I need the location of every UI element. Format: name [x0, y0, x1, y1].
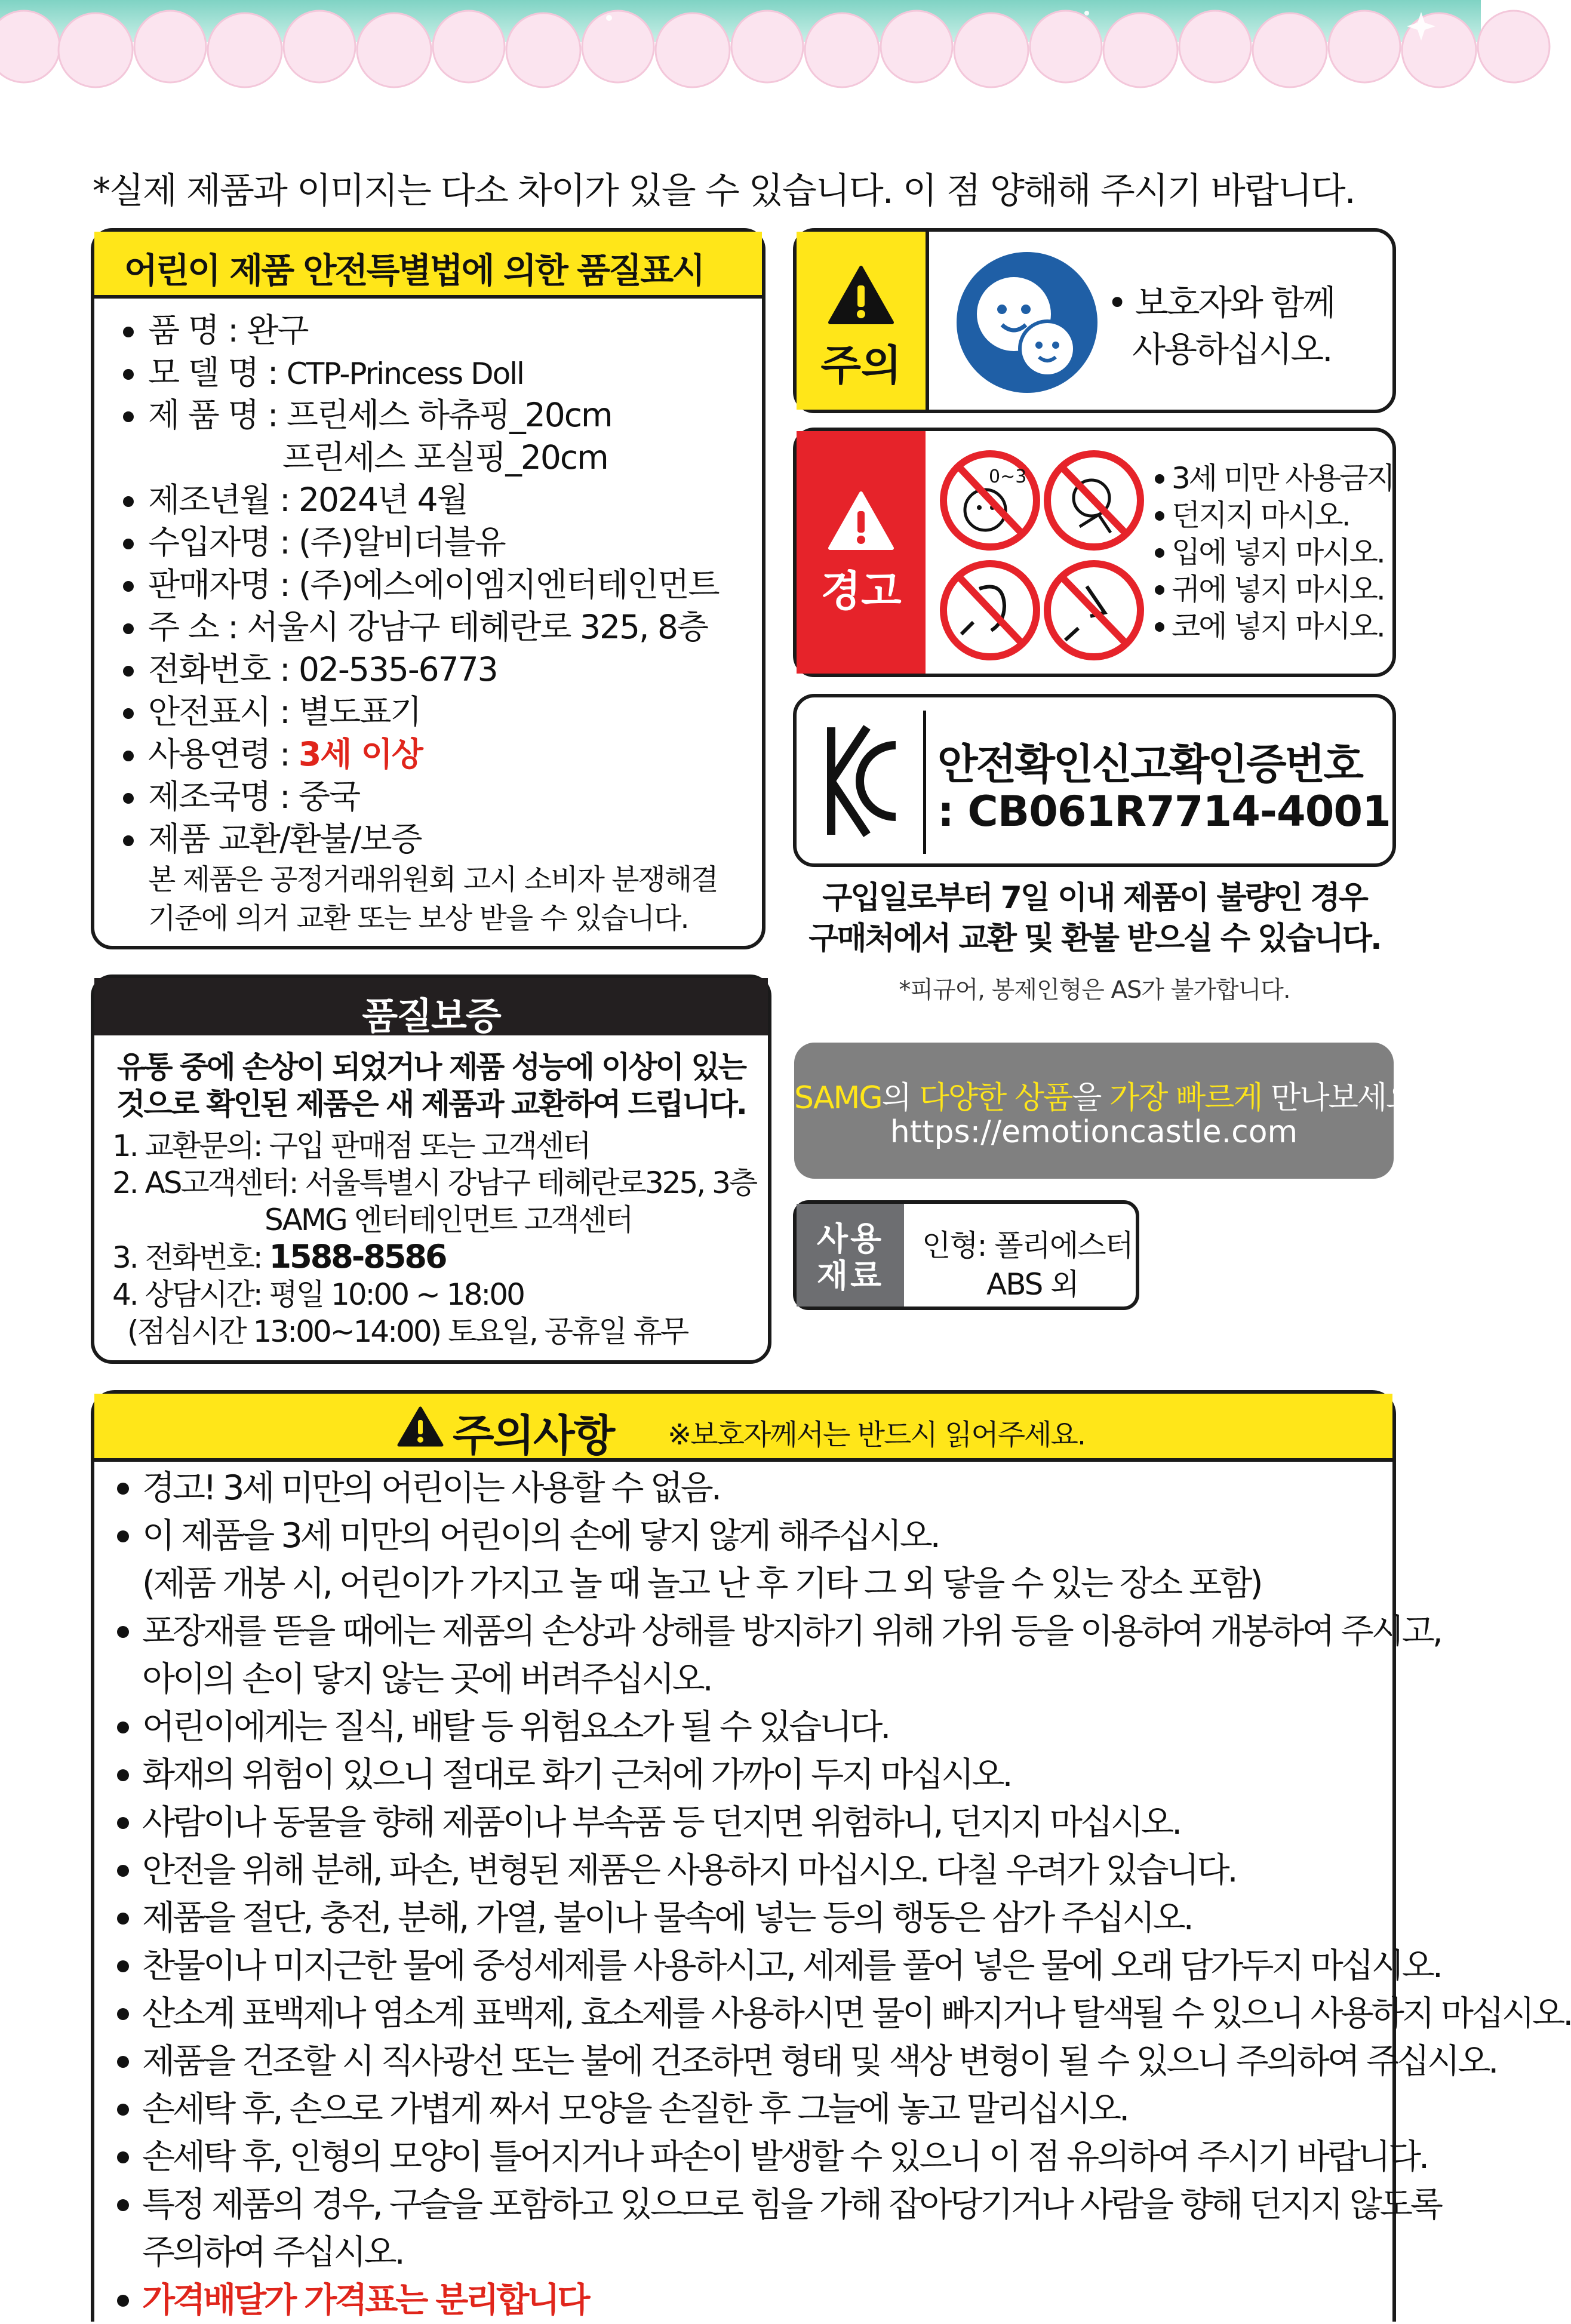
qg-line-2b: SAMG 엔터테인먼트 고객센터: [265, 1203, 632, 1237]
warning-panel: [793, 428, 1396, 677]
ql-row-model: 모 델 명 : CTP-Princess Doll: [118, 352, 750, 394]
ql-row-name: 제 품 명 : 프린세스 하츄핑_20cm: [118, 394, 750, 436]
ql-row-safety: 안전표시 : 별도표기: [118, 691, 750, 733]
qg-line-1: 1. 교환문의: 구입 판매점 또는 고객센터: [112, 1129, 590, 1163]
quality-label-list: [118, 309, 750, 938]
precaution-item: 화재의 위험이 있으니 절대로 화기 근처에 가까이 두지 마십시오.: [111, 1751, 1381, 1799]
warning-label-block: [797, 431, 926, 674]
precaution-item: 찬물이나 미지근한 물에 중성세제를 사용하시고, 세제를 풀어 넣은 물에 오래 담가두지 마십시오.: [111, 1942, 1381, 1990]
ql-row-country: 제조국명 : 중국: [118, 776, 750, 818]
quality-label-header: [94, 232, 762, 299]
qg-line-3: 3. 전화번호: 1588-8586: [112, 1238, 446, 1275]
precaution-item: 경고! 3세 미만의 어린이는 사용할 수 없음.: [111, 1464, 1381, 1512]
guardian-child-icon: [952, 247, 1102, 398]
caution-text: • 보호자와 함께 사용하십시오.: [1107, 282, 1335, 370]
ql-row-phone: 전화번호 : 02-535-6773: [118, 648, 750, 691]
ql-row-seller: 판매자명 : (주)에스에이엠지엔터테인먼트: [118, 564, 750, 606]
ql-note-1: 본 제품은 공정거래위원회 고시 소비자 분쟁해결: [148, 863, 718, 896]
no-ear-insertion-icon: [943, 564, 1037, 657]
quality-guarantee-title: 품질보증: [362, 994, 500, 1038]
disclaimer-text: *실제 제품과 이미지는 다소 차이가 있을 수 있습니다. 이 점 양해해 주시기 바랍니다.: [93, 170, 1355, 212]
kc-divider: [923, 711, 926, 854]
precaution-item-cont: 주의하여 주십시오.: [142, 2233, 403, 2272]
precautions-title: 주의사항: [453, 1410, 614, 1461]
as-note: *피규어, 봉제인형은 AS가 불가합니다.: [899, 976, 1290, 1004]
refund-notice: 구입일로부터 7일 이내 제품이 불량인 경우 구매처에서 교환 및 환불 받으실 수 있습니다.: [808, 880, 1381, 957]
material-label: 사용 재료: [797, 1204, 904, 1307]
quality-guarantee-header: [94, 978, 768, 1038]
warning-icons-grid: [937, 443, 1152, 670]
precaution-item: 산소계 표백제나 염소계 표백제, 효소제를 사용하시면 물이 빠지거나 탈색될 수 있으니 사용하지 마십시오.: [111, 1990, 1381, 2037]
ql-row-importer: 수입자명 : (주)알비더블유: [118, 521, 750, 564]
precaution-item: 사람이나 동물을 향해 제품이나 부속품 등 던지면 위험하니, 던지지 마십시오.: [111, 1799, 1381, 1846]
qg-line-2: 2. AS고객센터: 서울특별시 강남구 테헤란로325, 3층: [112, 1166, 757, 1200]
warning-item: 3세 미만 사용금지: [1155, 460, 1394, 497]
ql-row-product: 품 명 : 완구: [118, 309, 750, 352]
caution-label-block: [797, 232, 929, 410]
precaution-item-cont: (제품 개봉 시, 어린이가 가지고 놀 때 놀고 난 후 기타 그 외 닿을 수 있는 장소 포함): [142, 1564, 1261, 1603]
kc-number: : CB061R7714-4001: [937, 787, 1391, 836]
precaution-item: 특정 제품의 경우, 구슬을 포함하고 있으므로 힘을 가해 잡아당기거나 사람을 향해 던지지 않도록: [111, 2181, 1381, 2228]
material-value-2: ABS 외: [986, 1267, 1078, 1302]
precaution-item: 손세탁 후, 손으로 가볍게 짜서 모양을 손질한 후 그늘에 놓고 말리십시오.: [111, 2085, 1381, 2133]
caution-label: 주의: [820, 341, 902, 390]
precaution-item-cut-off: 가격배달가 가격표는 분리합니다: [111, 2276, 1381, 2324]
precaution-item: 어린이에게는 질식, 배탈 등 위험요소가 될 수 있습니다.: [111, 1703, 1381, 1751]
ql-row-address: 주 소 : 서울시 강남구 테헤란로 325, 8층: [118, 606, 750, 648]
warning-item: 입에 넣지 마시오.: [1155, 534, 1394, 571]
warning-item: 귀에 넣지 마시오.: [1155, 571, 1394, 608]
qg-line-4: 4. 상담시간: 평일 10:00 ~ 18:00: [112, 1277, 524, 1312]
precaution-item: 포장재를 뜯을 때에는 제품의 손상과 상해를 방지하기 위해 가위 등을 이용하여 개봉하여 주시고,: [111, 1607, 1381, 1655]
warning-list: [1155, 460, 1394, 645]
no-throwing-icon: [1047, 454, 1140, 547]
quality-guarantee-intro: 유통 중에 손상이 되었거나 제품 성능에 이상이 있는 것으로 확인된 제품은 새 제품과 교환하여 드립니다.: [116, 1050, 746, 1121]
quality-guarantee-panel: [91, 975, 771, 1364]
material-value-1: 인형: 폴리에스터: [922, 1228, 1133, 1263]
precaution-item: 제품을 절단, 충전, 분해, 가열, 불이나 물속에 넣는 등의 행동은 삼가 주십시오.: [111, 1894, 1381, 1942]
qg-line-5: (점심시간 13:00~14:00) 토요일, 공휴일 휴무: [127, 1314, 688, 1349]
kc-title: 안전확인신고확인증번호: [937, 740, 1362, 789]
precautions-header: [94, 1394, 1392, 1462]
warning-triangle-icon: [828, 265, 894, 325]
ql-note-2: 기준에 의거 교환 또는 보상 받을 수 있습니다.: [148, 902, 688, 935]
ql-row-exchange: 제품 교환/환불/보증: [118, 818, 750, 860]
decorative-banner: [0, 0, 1481, 90]
ql-row-date: 제조년월 : 2024년 4월: [118, 479, 750, 521]
precaution-item: 이 제품을 3세 미만의 어린이의 손에 닿지 않게 해주십시오.: [111, 1512, 1381, 1560]
warning-item: 코에 넣지 마시오.: [1155, 608, 1394, 645]
samg-promo-banner[interactable]: [794, 1043, 1424, 1179]
precaution-item: 손세탁 후, 인형의 모양이 틀어지거나 파손이 발생할 수 있으니 이 점 유의하여 주시기 바랍니다.: [111, 2133, 1381, 2181]
kc-mark-icon: [825, 721, 903, 841]
precautions-list: [111, 1464, 1571, 2324]
cloud-border-decoration: [0, 0, 1481, 90]
precaution-item: 안전을 위해 분해, 파손, 변형된 제품은 사용하지 마십시오. 다칠 우려가 있습니다.: [111, 1846, 1381, 1894]
quality-label-panel: [91, 228, 765, 949]
ql-row-name-2: 프린세스 포실핑_20cm: [282, 438, 608, 477]
ql-row-age: 사용연령 : 3세 이상: [118, 733, 750, 776]
precautions-panel: [91, 1390, 1571, 2322]
warning-item: 던지지 마시오.: [1155, 497, 1394, 534]
caution-panel: [793, 228, 1396, 413]
svg-text:0~3: 0~3: [989, 466, 1027, 487]
quality-guarantee-list: [112, 1127, 762, 1350]
warning-label: 경고: [820, 567, 902, 616]
promo-tagline: SAMG의 다양한 상품을 가장 빠르게 만나보세요.: [794, 1080, 1424, 1116]
quality-label-title: 어린이 제품 안전특별법에 의한 품질표시: [124, 250, 704, 291]
warning-triangle-icon: [828, 491, 894, 551]
promo-url-link[interactable]: https://emotioncastle.com: [890, 1114, 1298, 1150]
kc-certification-panel: [793, 694, 1396, 867]
material-panel: [793, 1200, 1139, 1310]
precaution-item: 제품을 건조할 시 직사광선 또는 불에 건조하면 형태 및 색상 변형이 될 수 있으니 주의하여 주십시오.: [111, 2037, 1381, 2085]
under-3-prohibited-icon: [943, 454, 1037, 547]
precautions-subtitle: ※보호자께서는 반드시 읽어주세요.: [668, 1418, 1086, 1452]
warning-triangle-icon: [396, 1406, 444, 1447]
precaution-item-cont: 아이의 손이 닿지 않는 곳에 버려주십시오.: [142, 1659, 711, 1699]
no-nose-insertion-icon: [1047, 564, 1140, 657]
